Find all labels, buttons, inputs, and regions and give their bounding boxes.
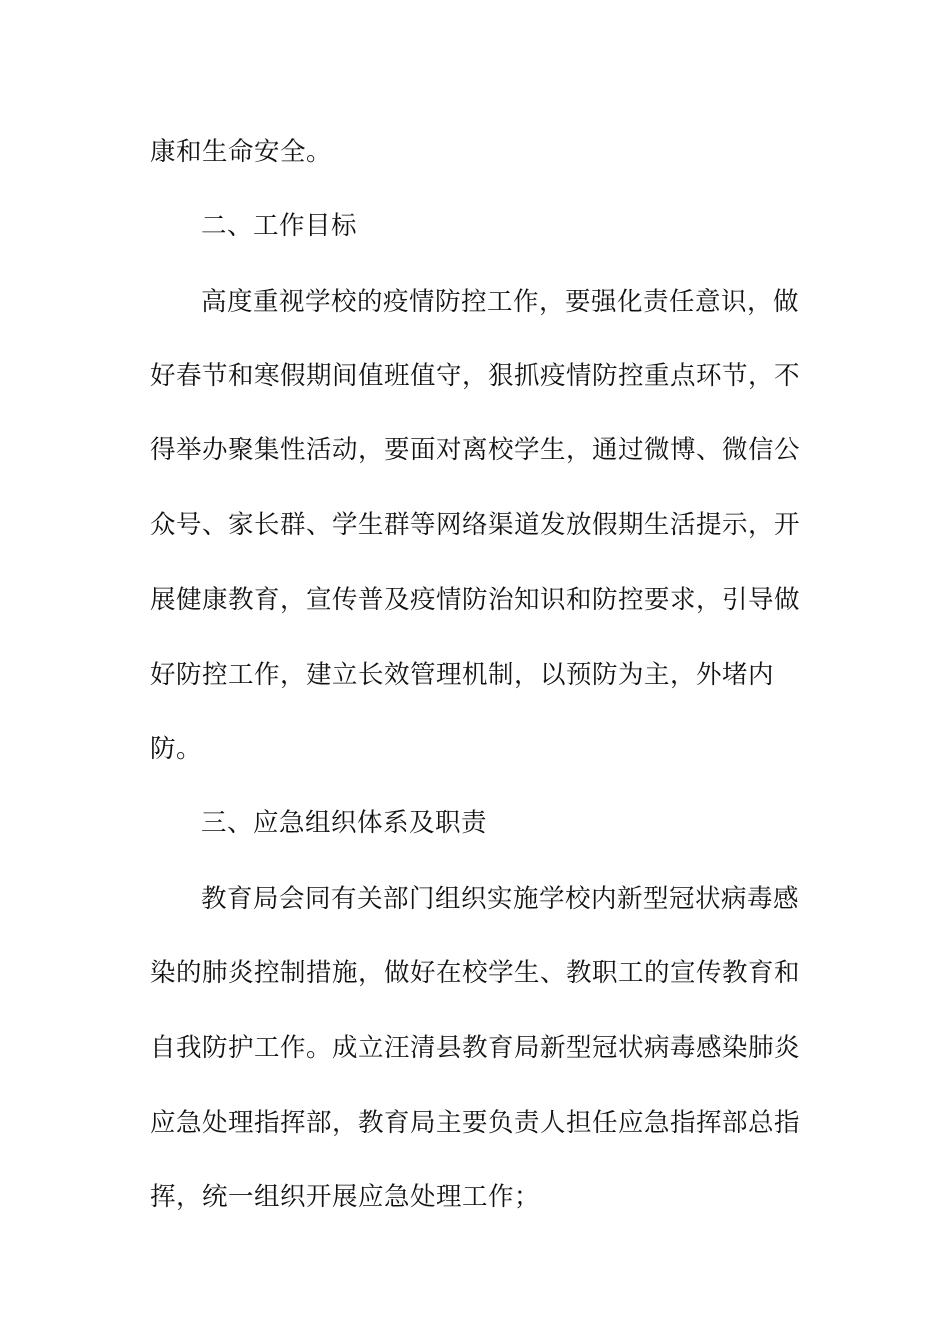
paragraph-line: 染的肺炎控制措施，做好在校学生、教职工的宣传教育和 — [150, 958, 801, 988]
paragraph-line: 自我防护工作。成立汪清县教育局新型冠状病毒感染肺炎 — [150, 1033, 801, 1063]
section-heading: 二、工作目标 — [201, 211, 358, 241]
paragraph-line: 教育局会同有关部门组织实施学校内新型冠状病毒感 — [201, 884, 800, 914]
paragraph-line: 高度重视学校的疫情防控工作，要强化责任意识，做 — [201, 287, 800, 317]
paragraph-line: 展健康教育，宣传普及疫情防治知识和防控要求，引导做 — [150, 585, 801, 615]
paragraph-line: 得举办聚集性活动，要面对离校学生，通过微博、微信公 — [150, 435, 801, 465]
paragraph-line: 康和生命安全。 — [150, 137, 333, 167]
paragraph-line: 应急处理指挥部，教育局主要负责人担任应急指挥部总指 — [150, 1108, 801, 1138]
paragraph-line: 众号、家长群、学生群等网络渠道发放假期生活提示，开 — [150, 510, 801, 540]
paragraph-line: 好防控工作，建立长效管理机制，以预防为主，外堵内 — [150, 660, 775, 690]
paragraph-line: 好春节和寒假期间值班值守，狠抓疫情防控重点环节，不 — [150, 361, 801, 391]
paragraph-line: 挥，统一组织开展应急处理工作； — [150, 1182, 541, 1212]
section-heading: 三、应急组织体系及职责 — [201, 808, 488, 838]
paragraph-line: 防。 — [150, 734, 203, 764]
